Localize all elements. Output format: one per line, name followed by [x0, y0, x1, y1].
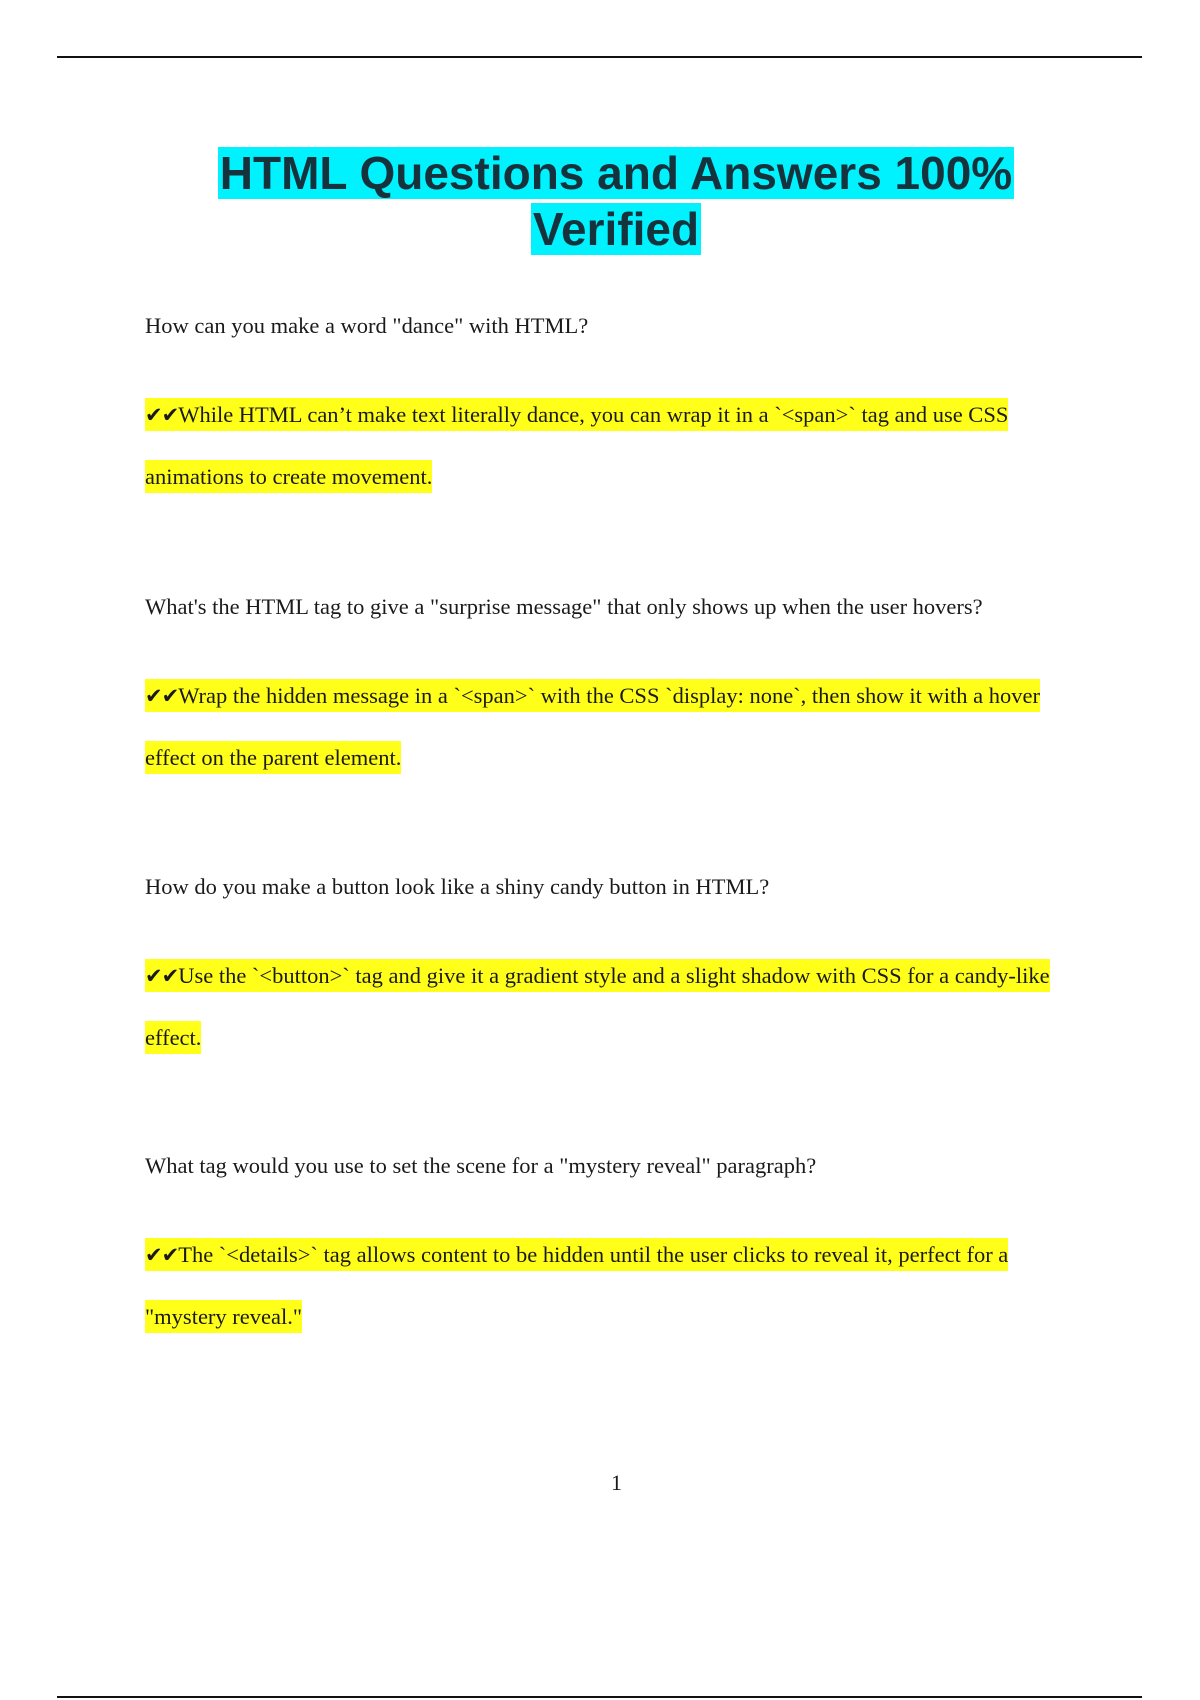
- check-icon: ✔✔: [145, 1243, 179, 1267]
- title-line-2: Verified: [532, 203, 700, 255]
- answer-body: The `<details>` tag allows content to be hidden until the user clicks to reveal it, perfect for a "mystery reveal.": [145, 1242, 1009, 1329]
- answer-text: [145, 945, 1090, 1068]
- answer-text: [145, 665, 1090, 788]
- title-line-1: HTML Questions and Answers 100%: [219, 147, 1013, 199]
- qa-item-4: [145, 1151, 1090, 1347]
- document-title: [100, 145, 1132, 257]
- answer-body: Use the `<button>` tag and give it a gradient style and a slight shadow with CSS for a candy-like effect.: [145, 963, 1050, 1050]
- check-icon: ✔✔: [145, 684, 179, 708]
- qa-item-2: [145, 592, 1090, 788]
- answer-text: [145, 1224, 1090, 1347]
- question-text: How can you make a word "dance" with HTML?: [145, 313, 589, 338]
- check-icon: ✔✔: [145, 403, 179, 427]
- top-rule: [57, 56, 1142, 58]
- question-text: How do you make a button look like a shiny candy button in HTML?: [145, 874, 770, 899]
- page-number: 1: [611, 1470, 622, 1495]
- bottom-rule: [57, 1696, 1142, 1698]
- qa-item-1: [145, 311, 1090, 507]
- answer-text: [145, 384, 1090, 507]
- question-text: What tag would you use to set the scene for a "mystery reveal" paragraph?: [145, 1153, 817, 1178]
- question-text: What's the HTML tag to give a "surprise message" that only shows up when the user hovers?: [145, 594, 983, 619]
- answer-body: Wrap the hidden message in a `<span>` with the CSS `display: none`, then show it with a hover effect on the parent element.: [145, 683, 1041, 770]
- qa-item-3: [145, 872, 1090, 1068]
- answer-body: While HTML can’t make text literally dance, you can wrap it in a `<span>` tag and use CSS animations to create movement.: [145, 402, 1009, 489]
- check-icon: ✔✔: [145, 964, 179, 988]
